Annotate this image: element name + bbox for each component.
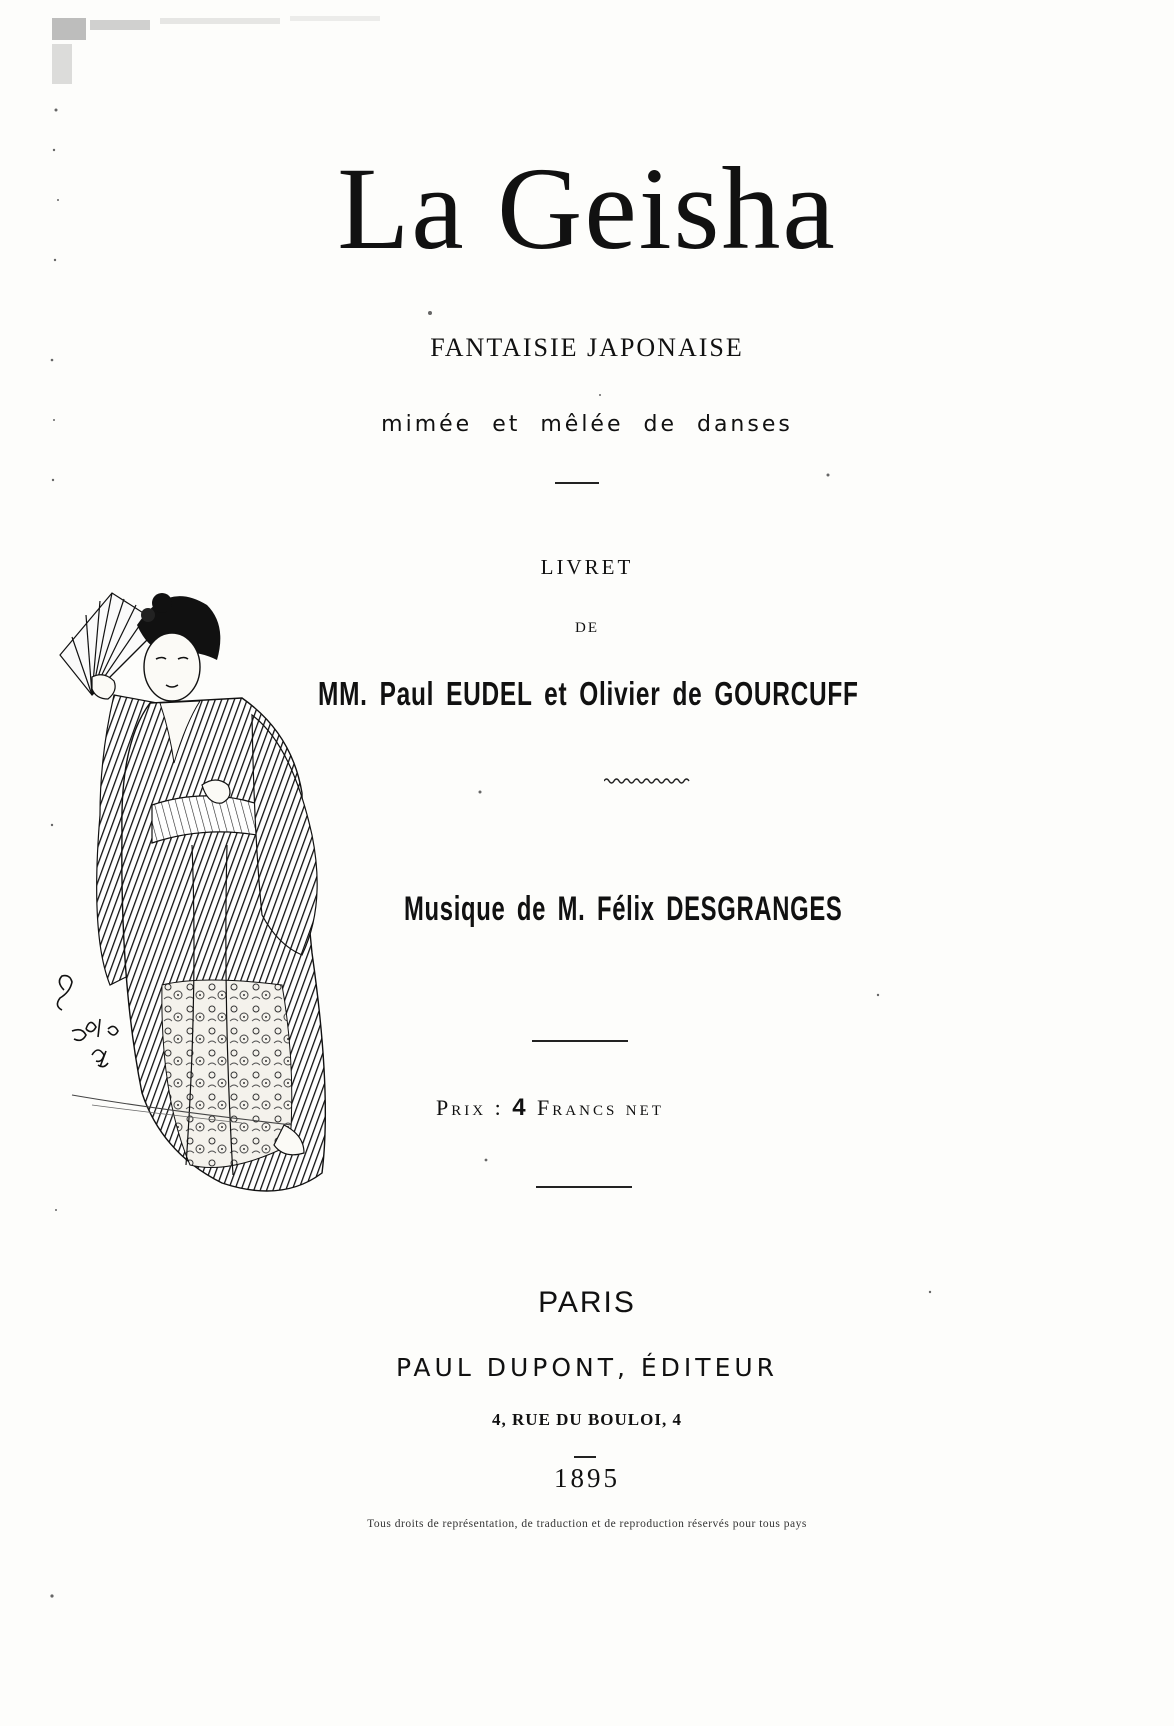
divider-rule [574, 1456, 596, 1458]
book-description: mimée et mêlée de danses [381, 412, 793, 437]
book-title: La Geisha [337, 143, 837, 274]
divider-rule [555, 482, 599, 484]
publisher-address: 4, RUE DU BOULOI, 4 [492, 1410, 682, 1429]
price-line [436, 1094, 836, 1122]
publication-city: PARIS [538, 1286, 636, 1319]
artist-signature [57, 976, 118, 1067]
geisha-illustration [52, 585, 362, 1265]
divider-rule [536, 1186, 632, 1188]
divider-rule [532, 1040, 628, 1042]
authors-line: MM. Paul EUDEL et Olivier de GOURCUFF [318, 675, 859, 712]
price-amount: 4 [512, 1094, 529, 1121]
wavy-divider [604, 776, 694, 786]
de-label: DE [575, 620, 599, 636]
price-suffix: Francs net [528, 1095, 664, 1120]
price-prefix: Prix : [436, 1095, 513, 1120]
livret-label: LIVRET [540, 555, 634, 579]
rights-notice: Tous droits de représentation, de traduction et de reproduction réservés pour tous pays [367, 1518, 807, 1530]
music-credit: Musique de M. Félix DESGRANGES [404, 890, 843, 928]
publisher-name: PAUL DUPONT, ÉDITEUR [395, 1353, 779, 1382]
book-subtitle: FANTAISIE JAPONAISE [430, 333, 744, 362]
publication-year: 1895 [554, 1463, 620, 1493]
